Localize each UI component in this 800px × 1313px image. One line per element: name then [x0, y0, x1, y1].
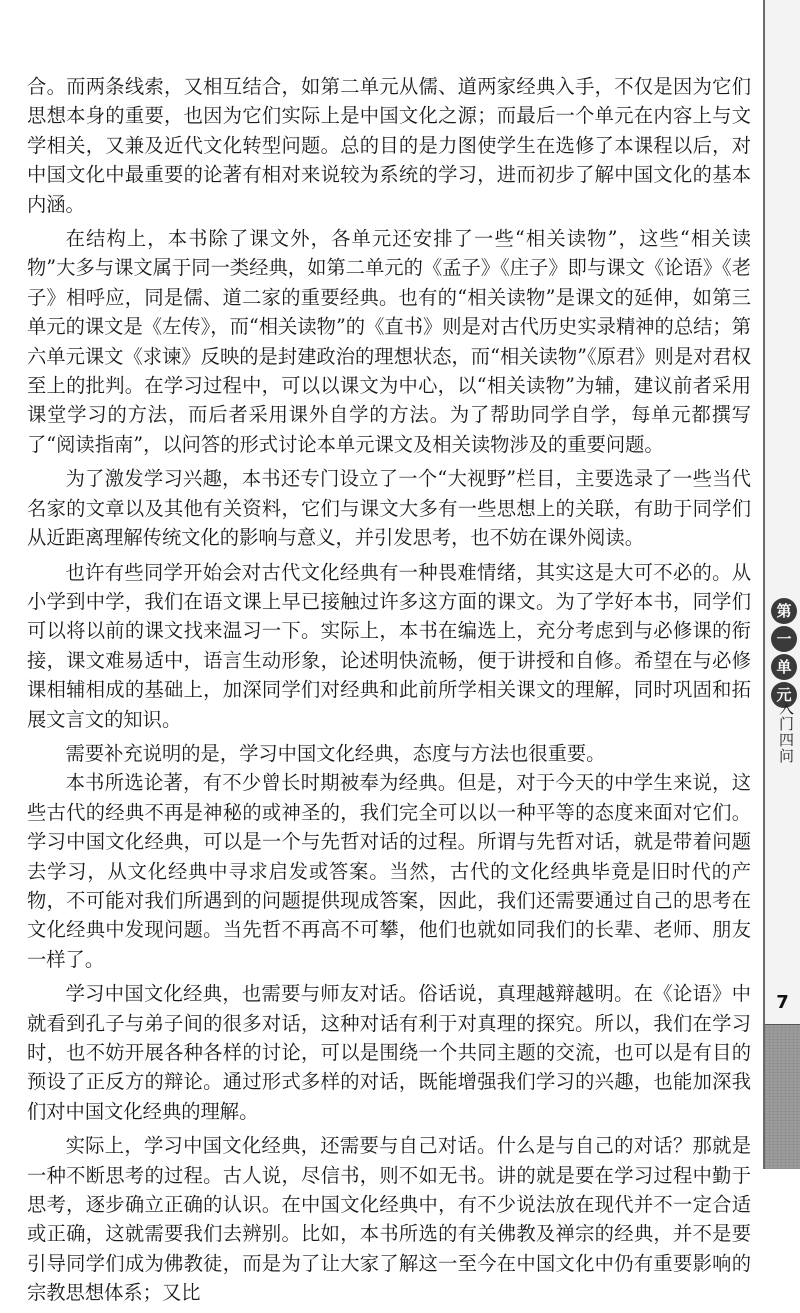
paragraph: 需要补充说明的是，学习中国文化经典，态度与方法也很重要。	[65, 741, 606, 765]
page-number-rule	[765, 1024, 800, 1025]
paragraph: 也许有些同学开始会对古代文化经典有一种畏难情绪，其实这是大可不必的。从小学到中学，我们在语文课上早已接触过许多这方面的课文。为了学好本书，同学们可以将以前的课文找来温习一下。实际上，本书在编选上，充分考虑到与必修课的衔接，课文难易适中，语言生动形象，论述明快流畅，便于讲授和自修。希望在与必修课相辅相成的基础上，加深同学们对经典和此前所学相关课文的理解，同时巩固和拓展文言文的知识。	[27, 560, 751, 731]
unit-title: 入门四问	[777, 700, 795, 764]
unit-badge-char: 单	[771, 654, 797, 680]
paragraph: 本书所选论著，有不少曾长时期被奉为经典。但是，对于今天的中学生来说，这些古代的经典不再是神秘的或神圣的，我们完全可以以一种平等的态度来面对它们。学习中国文化经典，可以是一个与先哲对话的过程。所谓与先哲对话，就是带着问题去学习，从文化经典中寻求启发或答案。当然，古代的文化经典毕竟是旧时代的产物，不可能对我们所遇到的问题提供现成答案，因此，我们还需要通过自己的思考在文化经典中发现问题。当先哲不再高不可攀，他们也就如同我们的长辈、老师、朋友一样了。	[27, 771, 751, 971]
paragraph: 为了激发学习兴趣，本书还专门设立了一个“大视野”栏目，主要选录了一些当代名家的文章以及其他有关资料，它们与课文大多有一些思想上的关联，有助于同学们从近距离理解传统文化的影响与意义，并引发思考，也不妨在课外阅读。	[27, 467, 751, 550]
unit-badge-char: 一	[771, 626, 797, 652]
unit-badge-group	[769, 598, 799, 708]
unit-badge-char: 第	[771, 598, 797, 624]
paragraph: 合。而两条线索，又相互结合，如第二单元从儒、道两家经典入手，不仅是因为它们思想本身的重要，也因为它们实际上是中国文化之源；而最后一个单元在内容上与文学相关，又兼及近代文化转型问题。总的目的是力图使学生在选修了本课程以后，对中国文化中最重要的论著有相对来说较为系统的学习，进而初步了解中国文化的基本内涵。	[27, 75, 751, 216]
paragraph: 在结构上，本书除了课文外，各单元还安排了一些“相关读物”，这些“相关读物”大多与课文属于同一类经典，如第二单元的《孟子》《庄子》即与课文《论语》《老子》相呼应，同是儒、道二家的重要经典。也有的“相关读物”是课文的延伸，如第三单元的课文是《左传》，而“相关读物”的《直书》则是对古代历史实录精神的总结；第六单元课文《求谏》反映的是封建政治的理想状态，而“相关读物”《原君》则是对君权至上的批判。在学习过程中，可以以课文为中心，以“相关读物”为辅，建议前者采用课堂学习的方法，而后者采用课外自学的方法。为了帮助同学自学，每单元都撰写了“阅读指南”，以问答的形式讨论本单元课文及相关读物涉及的重要问题。	[27, 227, 751, 456]
page-number: 7	[776, 992, 789, 1013]
margin-texture	[765, 1025, 800, 1169]
unit-badge-char: 元	[771, 682, 797, 708]
paragraph: 学习中国文化经典，也需要与师友对话。俗话说，真理越辩越明。在《论语》中就看到孔子与弟子间的很多对话，这种对话有利于对真理的探究。所以，我们在学习时，也不妨开展各种各样的讨论，可以是围绕一个共同主题的交流，也可以是有目的预设了正反方的辩论。通过形式多样的对话，既能增强我们学习的兴趣，也能加深我们对中国文化经典的理解。	[27, 982, 751, 1123]
body-text	[27, 72, 751, 1313]
paragraph: 实际上，学习中国文化经典，还需要与自己对话。什么是与自己的对话？那就是一种不断思考的过程。古人说，尽信书，则不如无书。讲的就是要在学习过程中勤于思考，逐步确立正确的认识。在中国文化经典中，有不少说法放在现代并不一定合适或正确，这就需要我们去辨别。比如，本书所选的有关佛教及禅宗的经典，并不是要引导同学们成为佛教徒，而是为了让大家了解这一至今在中国文化中仍有重要影响的宗教思想体系；又比	[27, 1134, 751, 1305]
